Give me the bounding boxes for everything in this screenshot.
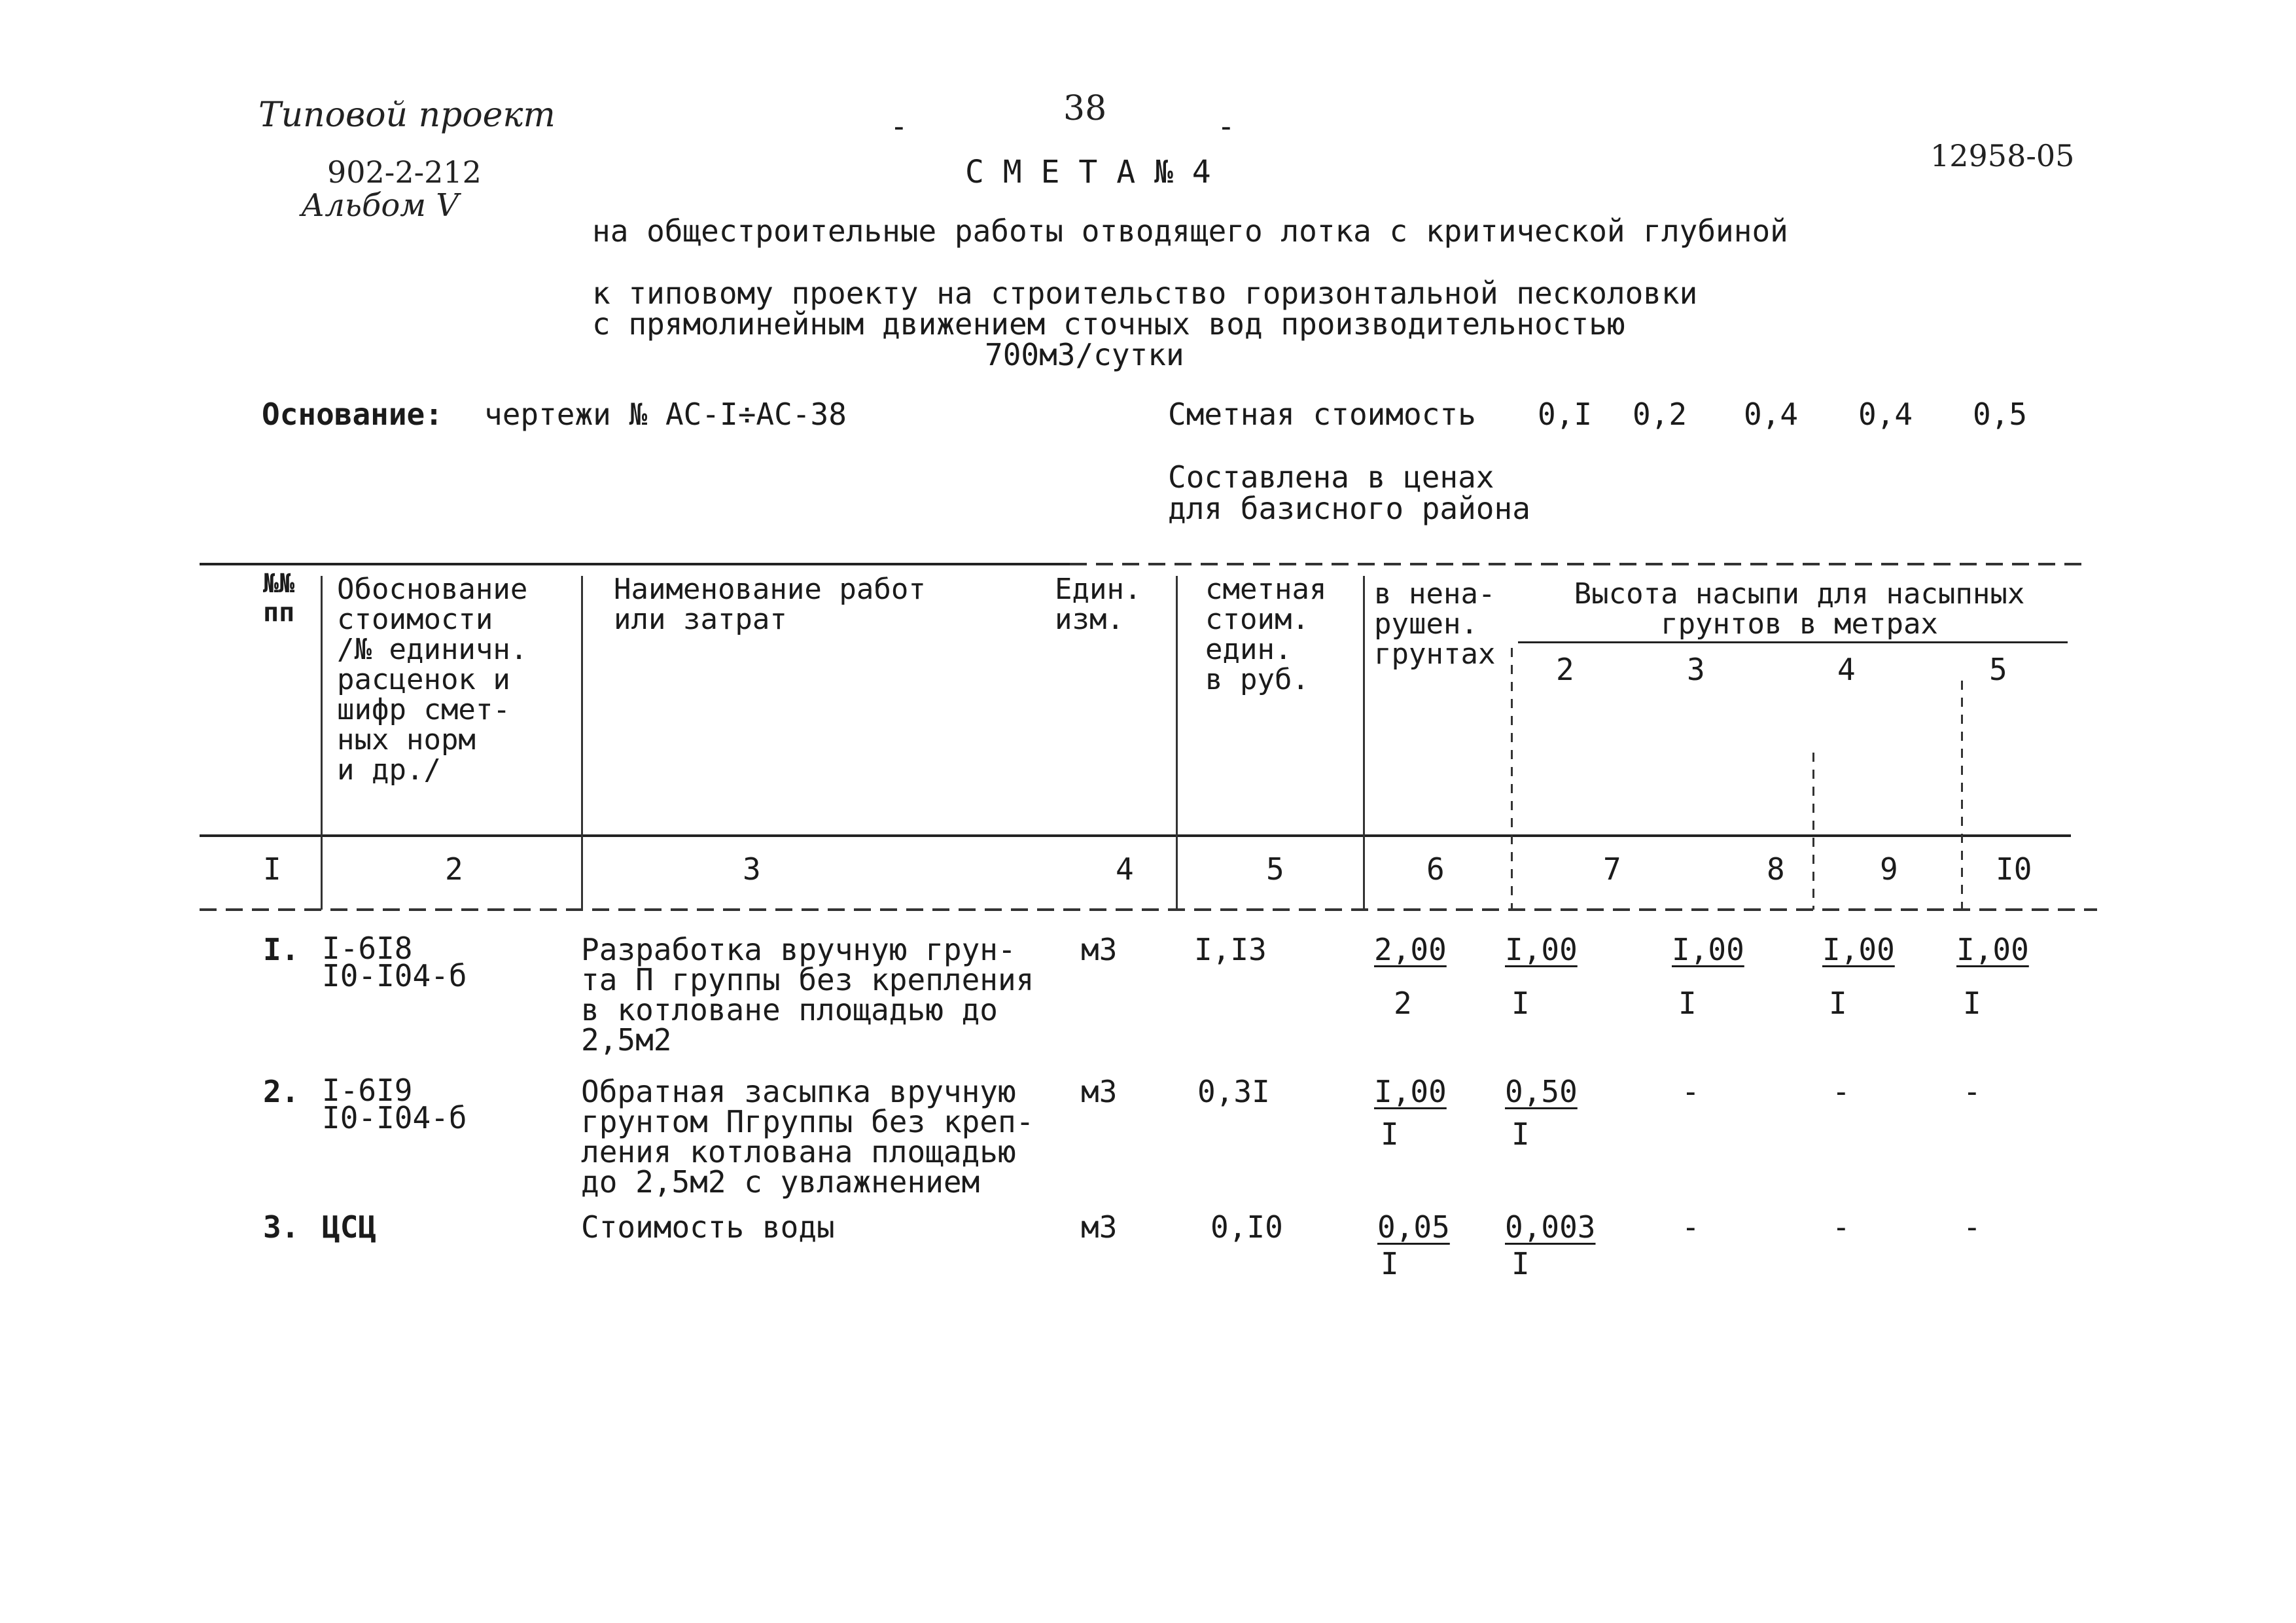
row-c10: I,00	[1956, 932, 2029, 967]
row-code: I-6I8 I0-I04-б	[322, 931, 467, 993]
header-name: Наименование работ или затрат	[614, 573, 926, 636]
row-c6-sub: 2	[1394, 986, 1412, 1021]
col-divider-1	[321, 576, 323, 910]
header-unit: Един. изм.	[1055, 573, 1142, 636]
row-c7-sub: I	[1511, 1246, 1530, 1281]
row-c9: I,00	[1822, 932, 1895, 967]
colnum-8: 8	[1767, 851, 1785, 887]
row-num: 3.	[263, 1209, 300, 1245]
row-c7: 0,50	[1505, 1074, 1578, 1109]
colnum-5: 5	[1266, 851, 1284, 887]
stamp-number: 902-2-212	[327, 154, 482, 190]
colnum-2: 2	[445, 851, 463, 887]
row-unit: м3	[1081, 932, 1118, 967]
row-unit: м3	[1081, 1209, 1118, 1245]
cost-value-3: 0,4	[1744, 397, 1799, 432]
cost-label: Сметная стоимость	[1168, 397, 1476, 432]
row-c7-sub: I	[1511, 1116, 1530, 1152]
header-num: №№ пп	[263, 569, 295, 628]
document-title: С М Е Т А № 4	[965, 154, 1211, 190]
table-top-rule-dashed	[1070, 563, 2084, 565]
row-name: Стоимость воды	[581, 1209, 835, 1245]
stamp-project: Типовой проект	[258, 96, 556, 135]
row-code: I-6I9 I0-I04-б	[322, 1073, 467, 1135]
header-bottom-rule	[200, 834, 2071, 837]
row-name: Обратная засыпка вручную грунтом Пгруппы без креп- ления котлована площадью до 2,5м2 с увлажнением	[581, 1074, 1034, 1200]
row-c7: 0,003	[1505, 1209, 1596, 1245]
colnum-3: 3	[743, 851, 761, 887]
row-unit-cost: 0,I0	[1210, 1209, 1283, 1245]
row-c8-sub: I	[1678, 986, 1697, 1021]
header-unit-cost: сметная стоим. един. в руб.	[1205, 573, 1327, 696]
row-num: I.	[263, 932, 300, 967]
row-c7-sub: I	[1511, 986, 1530, 1021]
cost-value-2: 0,2	[1633, 397, 1687, 432]
header-undisturbed: в нена- рушен. грунтах	[1374, 577, 1496, 671]
header-height-3: 3	[1687, 652, 1705, 687]
row-c6-sub: I	[1381, 1246, 1399, 1281]
row-c8: -	[1682, 1074, 1700, 1109]
row-c10: -	[1963, 1074, 1981, 1109]
cost-value-1: 0,I	[1538, 397, 1593, 432]
table-top-rule	[200, 563, 1070, 565]
row-c9: -	[1832, 1074, 1850, 1109]
colnum-4: 4	[1116, 851, 1134, 887]
row-c8: I,00	[1672, 932, 1744, 967]
colnum-10: I0	[1996, 851, 2032, 887]
header-justification: Обоснование стоимости /№ единичн. расценок и шифр смет- ных норм и др./	[337, 573, 528, 787]
page-number: 38	[1063, 89, 1107, 128]
project-line-1: к типовому проекту на строительство горизонтальной песколовки	[592, 276, 1698, 311]
col-divider-3	[1176, 576, 1178, 910]
row-c9-sub: I	[1829, 986, 1847, 1021]
col-divider-7	[1961, 681, 1963, 910]
row-c7: I,00	[1505, 932, 1578, 967]
row-c8: -	[1682, 1209, 1700, 1245]
colnum-7: 7	[1603, 851, 1621, 887]
row-c9: -	[1832, 1209, 1850, 1245]
header-height-4: 4	[1837, 652, 1856, 687]
row-name: Разработка вручную грун- та П группы без крепления в котловане площадью до 2,5м2	[581, 932, 1034, 1058]
colnum-1: I	[263, 851, 281, 887]
project-line-3: 700м3/сутки	[985, 337, 1184, 372]
row-num: 2.	[263, 1074, 300, 1109]
page-dash-right: -	[1217, 109, 1235, 144]
cost-value-4: 0,4	[1858, 397, 1913, 432]
row-c6: I,00	[1374, 1074, 1447, 1109]
doc-code: 12958-05	[1930, 138, 2075, 173]
row-c6-sub: I	[1381, 1116, 1399, 1152]
row-unit-cost: I,I3	[1194, 932, 1267, 967]
document-subtitle: на общестроительные работы отводящего лотка с критической глубиной	[592, 213, 1788, 249]
stamp-album: Альбом V	[301, 187, 459, 224]
project-line-2: с прямолинейным движением сточных вод производительностью	[592, 306, 1625, 342]
row-c6: 0,05	[1377, 1209, 1450, 1245]
colnum-6: 6	[1426, 851, 1445, 887]
basis-value: чертежи № АС-I÷АС-38	[484, 397, 847, 432]
basis-label: Основание:	[262, 397, 443, 432]
header-height-group: Высота насыпи для насыпных грунтов в метрах	[1574, 577, 2025, 641]
header-height-2: 2	[1556, 652, 1574, 687]
prices-note: Составлена в ценах для базисного района	[1168, 459, 1530, 526]
colnum-9: 9	[1880, 851, 1898, 887]
row-unit-cost: 0,3I	[1197, 1074, 1270, 1109]
row-code: ЦСЦ	[322, 1209, 377, 1245]
col-divider-5	[1511, 648, 1513, 910]
row-c10-sub: I	[1963, 986, 1981, 1021]
page-dash-left: -	[890, 109, 908, 144]
col-divider-2	[581, 576, 583, 910]
row-c6: 2,00	[1374, 932, 1447, 967]
cost-value-5: 0,5	[1973, 397, 2028, 432]
row-unit: м3	[1081, 1074, 1118, 1109]
header-height-5: 5	[1989, 652, 2007, 687]
height-group-rule	[1518, 641, 2068, 643]
col-divider-4	[1363, 576, 1365, 910]
col-divider-6	[1812, 753, 1814, 910]
row-c10: -	[1963, 1209, 1981, 1245]
